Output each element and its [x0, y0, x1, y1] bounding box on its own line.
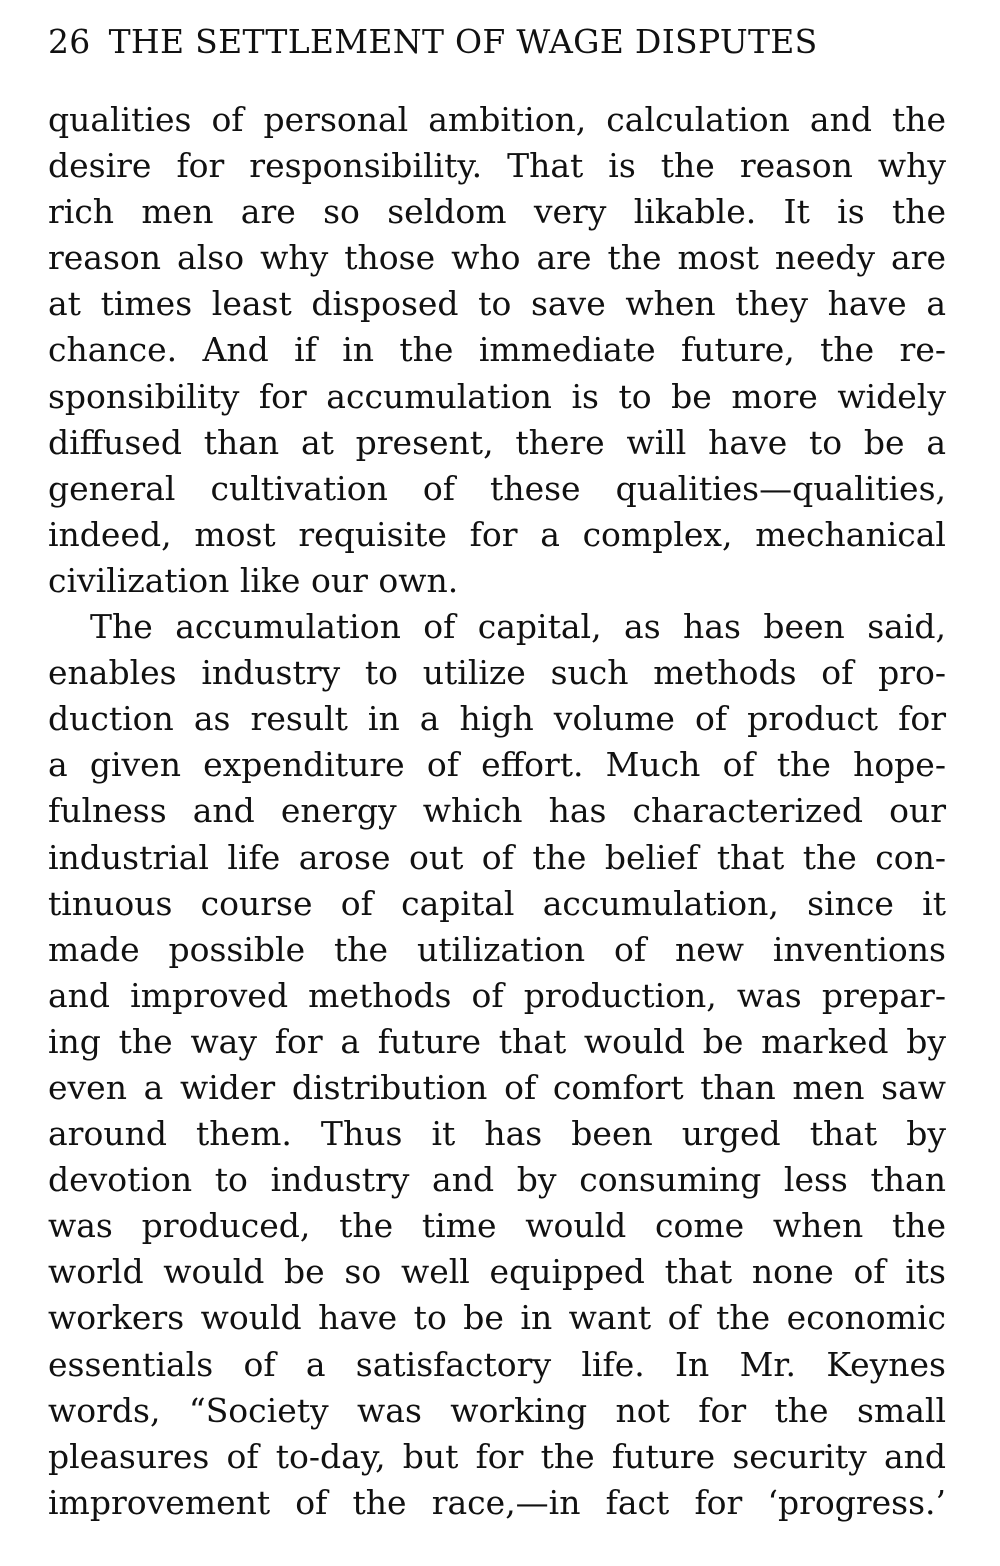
paragraph-2 — [48, 604, 946, 1526]
text-line: rich men are so seldom very likable. It is the — [48, 192, 946, 232]
text-line: The accumulation of capital, as has been said, — [90, 607, 946, 647]
running-title: THE SETTLEMENT OF WAGE DISPUTES — [108, 22, 818, 61]
text-line: qualities of personal ambition, calculation and the — [48, 100, 946, 139]
running-header — [48, 22, 818, 62]
text-line: chance. And if in the immediate future, the re- — [48, 330, 946, 370]
text-line: essentials of a satisfactory life. In Mr. Keynes — [48, 1344, 946, 1384]
text-line: around them. Thus it has been urged that by — [48, 1114, 946, 1154]
text-line: desire for responsibility. That is the reason why — [48, 146, 946, 186]
page-number: 26 — [48, 22, 91, 61]
text-line: duction as result in a high volume of product for — [48, 699, 946, 739]
text-line: even a wider distribution of comfort than men saw — [48, 1067, 946, 1107]
text-line: was produced, the time would come when the — [48, 1206, 946, 1246]
text-line: a given expenditure of effort. Much of the hope- — [48, 745, 946, 785]
body-text — [48, 97, 946, 1526]
text-line: at times least disposed to save when they have a — [48, 284, 946, 324]
text-line: industrial life arose out of the belief that the con- — [48, 837, 946, 877]
text-line: workers would have to be in want of the economic — [48, 1298, 946, 1338]
text-line: and improved methods of production, was prepar- — [48, 975, 946, 1015]
paragraph-1 — [48, 97, 946, 604]
text-line: enables industry to utilize such methods of pro- — [48, 653, 946, 693]
text-line: world would be so well equipped that none of its — [48, 1252, 946, 1292]
text-line: devotion to industry and by consuming less than — [48, 1160, 946, 1200]
text-line: made possible the utilization of new inventions — [48, 929, 946, 969]
text-line: reason also why those who are the most needy are — [48, 238, 946, 278]
text-line: fulness and energy which has characterized our — [48, 791, 946, 831]
text-line: diffused than at present, there will have to be a — [48, 422, 946, 462]
text-line: pleasures of to-day, but for the future security and — [48, 1436, 946, 1476]
text-line: ing the way for a future that would be marked by — [48, 1021, 946, 1061]
text-line: general cultivation of these qualities—qualities, — [48, 468, 946, 508]
text-line: sponsibility for accumulation is to be more widely — [48, 376, 946, 416]
text-line: indeed, most requisite for a complex, mechanical — [48, 514, 946, 554]
text-line: improvement of the race,—in fact for ‘progress.’ — [48, 1482, 946, 1522]
text-line: civilization like our own. — [48, 560, 459, 600]
text-line: tinuous course of capital accumulation, since it — [48, 883, 946, 923]
text-line: words, “Society was working not for the small — [48, 1390, 946, 1430]
